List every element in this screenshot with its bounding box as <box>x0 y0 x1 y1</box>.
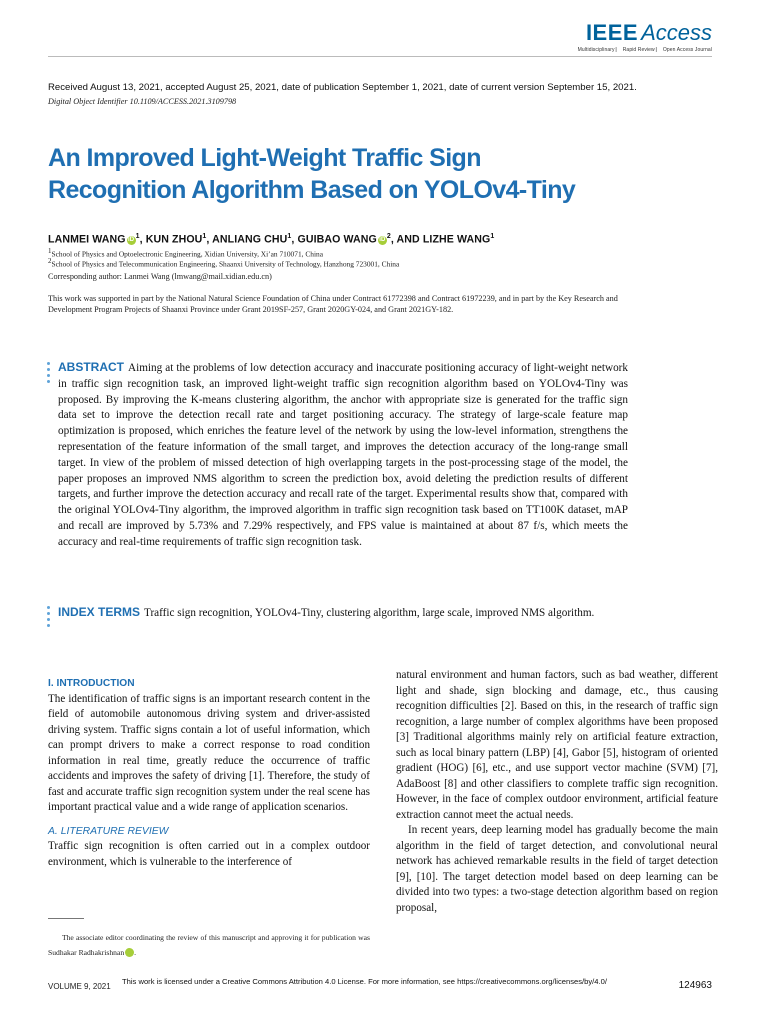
corresponding-author: Corresponding author: Lanmei Wang (lmwang@mail.xidian.edu.cn) <box>48 272 272 281</box>
subsection-heading-literature-review: A. LITERATURE REVIEW <box>48 825 169 837</box>
author-list <box>48 233 494 246</box>
doi[interactable]: Digital Object Identifier 10.1109/ACCESS.2021.3109798 <box>48 97 237 106</box>
author-separator: , <box>139 233 146 246</box>
received-dates: Received August 13, 2021, accepted August 25, 2021, date of publication September 1, 2021, date of current version September 15, 2021. <box>48 82 637 93</box>
author-affiliation-mark: 1 <box>287 233 292 240</box>
abstract-label: ABSTRACT <box>58 360 124 374</box>
orcid-icon[interactable]: iD <box>379 236 386 243</box>
author-separator: , <box>206 233 213 246</box>
affiliation-mark: 1 <box>48 247 52 255</box>
paper-title <box>48 142 688 206</box>
title-line-1: An Improved Light-Weight Traffic Sign <box>48 144 481 172</box>
header-divider <box>48 56 712 57</box>
right-column <box>396 668 718 916</box>
author-separator: , AND <box>390 233 423 246</box>
journal-tagline: Multidisciplinary ⎸ Rapid Review ⎸ Open Access Journal <box>577 47 712 53</box>
author-name: GUIBAO WANG <box>297 233 377 246</box>
right-paragraph-1: natural environment and human factors, such as bad weather, different light and shade, sign blocking and damage, etc., thus causing recognition difficulties [2]. Based on this, in the research of traffic sign recognition, a large number of complex algorithms have been proposed [3] Traditional algorithms mainly rely on artificial feature extraction, such as local binary pattern (LBP) [4], Gabor [5], histogram of oriented gradient (HOG) [6], etc., and use support vector machine (SVM) [7], AdaBoost [8] and other classifiers to complete traffic sign recognition. However, in the face of complex outdoor environment, artificial feature extraction cannot meet the actual needs. <box>396 669 718 821</box>
author-name: LANMEI WANG <box>48 233 126 246</box>
index-terms-label: INDEX TERMS <box>58 605 141 619</box>
editor-note: The associate editor coordinating the review of this manuscript and approving it for publication was Sudhakar Radhakrishnan iD. <box>48 933 370 957</box>
affiliation-2 <box>48 257 399 268</box>
abstract-text: Aiming at the problems of low detection accuracy and inaccurate positioning accuracy of light-weight network in traffic sign recognition task, an improved light-weight traffic sign recognition algorithm based on YOLOv4-Tiny was proposed. By improving the K-means clustering algorithm, the anchor with appropriate size is generated for the traffic sign data set to improve the detection recall rate and target positioning accuracy. The strategy of large-scale feature map optimization is proposed, which enriches the feature level of the network by using the low-level information, strengthens the representation of the feature information of the small target, and improves the detection accuracy of the long-range small target. In view of the problem of missed detection of high overlapping targets in the post-processing stage of the model, the paper proposes an improved NMS algorithm to screen the prediction box, avoid deleting the prediction results of different targets, and further improve the detection accuracy and recall rate of the target. Experimental results show that, compared with the original YOLOv4-Tiny algorithm, the improved algorithm in traffic sign recognition task based on TT100K dataset, mAP and recall are improved by 5.73% and 7.29% respectively, and FPS value is maintained at about 87 f/s, which meets the accuracy and real-time requirements of traffic sign recognition task. <box>58 362 628 548</box>
intro-paragraph-1: The identification of traffic signs is an important research content in the field of automobile autonomous driving system and driver-assisted driving system. Traffic signs contain a lot of useful information, which can prompt drivers to make a correct response to road condition information in real time, greatly reduce the occurrence of traffic accidents and improves the safety of driving [1]. Therefore, the study of fast and accurate traffic sign recognition system under the real scene has important practical value and a wide range of application scenarios. <box>48 692 370 813</box>
abstract <box>58 360 628 551</box>
footer-license[interactable]: This work is licensed under a Creative Commons Attribution 4.0 License. For more information, see https://creativecommons.org/licenses/by/4.0/ <box>122 977 607 986</box>
footer-page-number: 124963 <box>678 980 712 991</box>
author-name: LIZHE WANG <box>422 233 491 246</box>
logo-access: Access <box>641 20 712 45</box>
affiliation-mark: 2 <box>48 257 52 265</box>
funding-statement: This work was supported in part by the National Natural Science Foundation of China under Contract 61772398 and Contract 61972239, and in part by the Key Research and Development Program Projects of Shaanxi Province under Grant 2019SF-257, Grant 2020GY-024, and Grant 2021GY-182. <box>48 294 618 314</box>
author-name: KUN ZHOU <box>145 233 203 246</box>
author-separator: , <box>291 233 298 246</box>
index-terms <box>58 605 638 622</box>
author-affiliation-mark: 1 <box>490 233 495 240</box>
author-affiliation-mark: 2 <box>386 233 391 240</box>
footnote-divider <box>48 918 84 919</box>
journal-logo <box>578 20 712 53</box>
section-heading-introduction: I. INTRODUCTION <box>48 678 135 689</box>
editor-note-text: The associate editor coordinating the review of this manuscript and approving it for publication was Sudhakar Radhakrishnan <box>48 933 370 957</box>
right-paragraph-2: In recent years, deep learning model has gradually become the main algorithm in the field of target detection, and convolutional neural network has achieved remarkable results in the field of target detection [9], [10]. The target detection model based on deep learning can be divided into two types: a two-stage detection algorithm based on region proposal, <box>396 824 718 914</box>
index-terms-dots-icon <box>47 606 50 630</box>
abstract-dots-icon <box>47 362 50 386</box>
left-column <box>48 676 370 870</box>
footer-volume: VOLUME 9, 2021 <box>48 982 111 991</box>
author-name: ANLIANG CHU <box>212 233 288 246</box>
author-affiliation-mark: 1 <box>135 233 140 240</box>
orcid-icon[interactable]: iD <box>128 236 135 243</box>
logo-ieee: IEEE <box>585 20 639 45</box>
affiliation-text: School of Physics and Optoelectronic Engineering, Xidian University, Xi’an 710071, China <box>51 249 323 259</box>
author-affiliation-mark: 1 <box>202 233 207 240</box>
index-terms-text: Traffic sign recognition, YOLOv4-Tiny, clustering algorithm, large scale, improved NMS algorithm. <box>144 607 595 619</box>
affiliation-text: School of Physics and Telecommunication Engineering, Shaanxi University of Technology, Hanzhong 723001, China <box>51 259 400 269</box>
literature-paragraph-1: Traffic sign recognition is often carried out in a complex outdoor environment, which is vulnerable to the interference of <box>48 840 370 868</box>
title-line-2: Recognition Algorithm Based on YOLOv4-Tiny <box>48 176 576 204</box>
orcid-icon[interactable]: iD <box>125 948 134 957</box>
